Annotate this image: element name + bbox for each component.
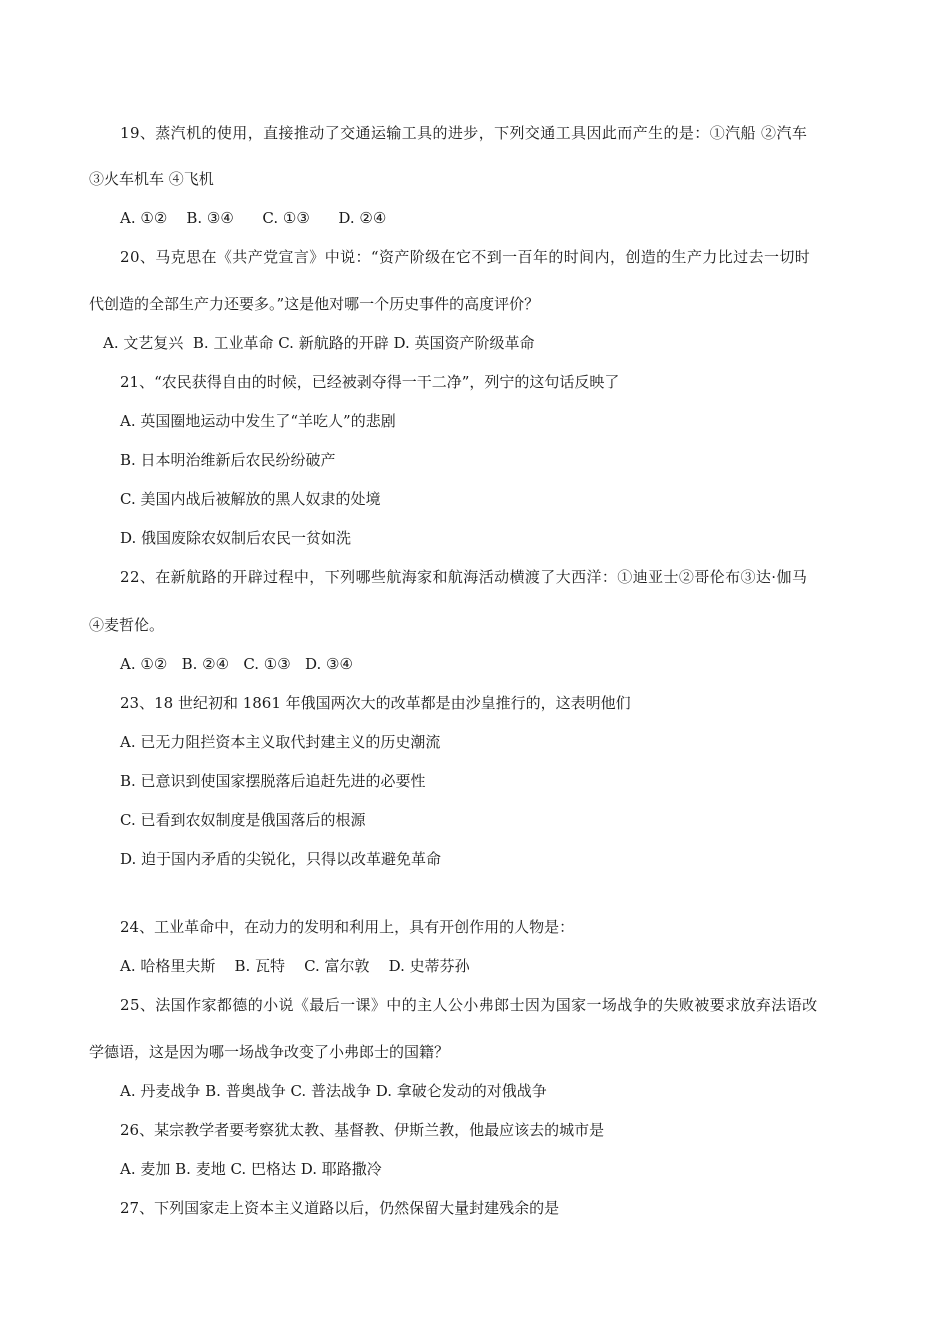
question-20-stem: 20、马克思在《共产党宣言》中说：“资产阶级在它不到一百年的时间内，创造的生产力比过去一切时 xyxy=(120,248,811,266)
question-26-options: A. 麦加 B. 麦地 C. 巴格达 D. 耶路撒冷 xyxy=(120,1160,382,1178)
question-22-stem-continued: ④麦哲伦。 xyxy=(89,616,165,634)
question-23-option-a: A. 已无力阻拦资本主义取代封建主义的历史潮流 xyxy=(120,733,441,751)
question-24-options: A. 哈格里夫斯 B. 瓦特 C. 富尔敦 D. 史蒂芬孙 xyxy=(120,957,470,975)
question-26-stem: 26、某宗教学者要考察犹太教、基督教、伊斯兰教，他最应该去的城市是 xyxy=(120,1121,605,1139)
question-19-stem: 19、蒸汽机的使用，直接推动了交通运输工具的进步，下列交通工具因此而产生的是：①汽船 ②汽车 xyxy=(120,124,808,142)
question-20-options: A. 文艺复兴 B. 工业革命 C. 新航路的开辟 D. 英国资产阶级革命 xyxy=(103,334,535,352)
question-19-options: A. ①② B. ③④ C. ①③ D. ②④ xyxy=(120,209,387,227)
question-21-option-d: D. 俄国废除农奴制后农民一贫如洗 xyxy=(120,529,352,547)
question-21-stem: 21、“农民获得自由的时候，已经被剥夺得一干二净”，列宁的这句话反映了 xyxy=(120,373,620,391)
question-25-options: A. 丹麦战争 B. 普奥战争 C. 普法战争 D. 拿破仑发动的对俄战争 xyxy=(120,1082,547,1100)
question-23-option-b: B. 已意识到使国家摆脱落后追赶先进的必要性 xyxy=(120,772,426,790)
question-20-stem-continued: 代创造的全部生产力还要多。”这是他对哪一个历史事件的高度评价？ xyxy=(89,295,540,313)
question-25-stem: 25、法国作家都德的小说《最后一课》中的主人公小弗郎士因为国家一场战争的失败被要求放弃法语改 xyxy=(120,996,818,1014)
question-27-stem: 27、下列国家走上资本主义道路以后，仍然保留大量封建残余的是 xyxy=(120,1199,560,1217)
question-22-options: A. ①② B. ②④ C. ①③ D. ③④ xyxy=(120,655,353,673)
question-21-option-b: B. 日本明治维新后农民纷纷破产 xyxy=(120,451,336,469)
question-23-option-d: D. 迫于国内矛盾的尖锐化，只得以改革避免革命 xyxy=(120,850,442,868)
question-24-stem: 24、工业革命中，在动力的发明和利用上，具有开创作用的人物是： xyxy=(120,918,575,936)
question-19-stem-continued: ③火车机车 ④飞机 xyxy=(89,170,214,188)
question-23-option-c: C. 已看到农奴制度是俄国落后的根源 xyxy=(120,811,366,829)
question-21-option-a: A. 英国圈地运动中发生了“羊吃人”的悲剧 xyxy=(120,412,396,430)
question-22-stem: 22、在新航路的开辟过程中，下列哪些航海家和航海活动横渡了大西洋：①迪亚士②哥伦布③达·伽马 xyxy=(120,568,808,586)
question-23-stem: 23、18 世纪初和 1861 年俄国两次大的改革都是由沙皇推行的，这表明他们 xyxy=(120,694,631,712)
question-21-option-c: C. 美国内战后被解放的黑人奴隶的处境 xyxy=(120,490,381,508)
question-25-stem-continued: 学德语，这是因为哪一场战争改变了小弗郎士的国籍？ xyxy=(89,1043,450,1061)
